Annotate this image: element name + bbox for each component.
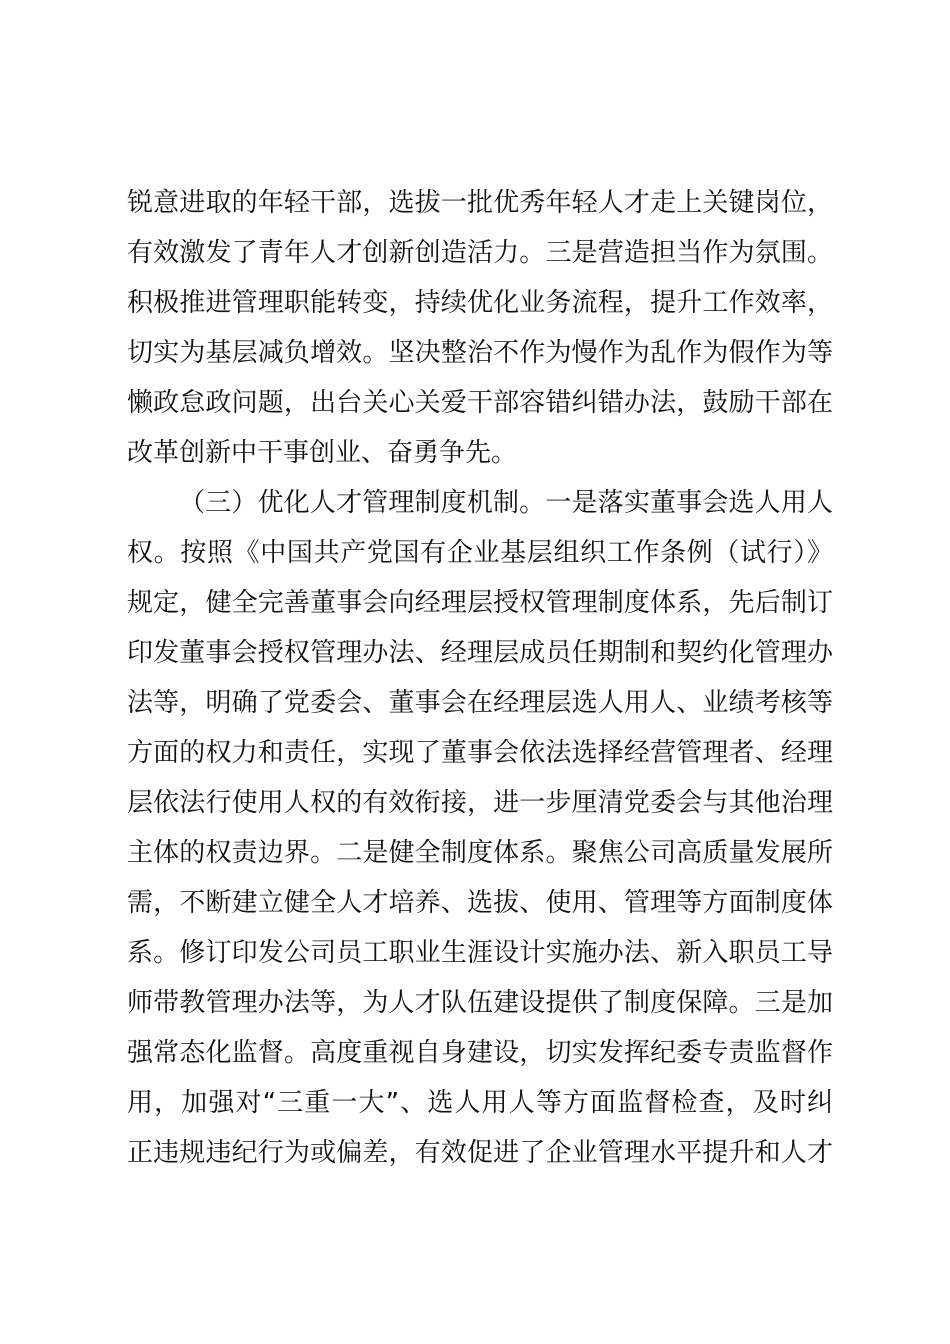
text-line: 权。按照《中国共产党国有企业基层组织工作条例（试行）》: [127, 538, 833, 568]
section-heading-line: （三）优化人才管理制度机制。一是落实董事会选人用人: [179, 488, 833, 518]
text-line: 主体的权责边界。二是健全制度体系。聚焦公司高质量发展所: [127, 838, 833, 868]
text-line: 用，加强对“三重一大”、选人用人等方面监督检查，及时纠: [127, 1088, 833, 1118]
text-line: 改革创新中干事创业、奋勇争先。: [127, 438, 518, 468]
text-line: 切实为基层减负增效。坚决整治不作为慢作为乱作为假作为等: [127, 338, 833, 368]
text-line: 方面的权力和责任，实现了董事会依法选择经营管理者、经理: [127, 738, 833, 768]
text-line: 需，不断建立健全人才培养、选拔、使用、管理等方面制度体: [127, 888, 833, 918]
text-line: 师带教管理办法等，为人才队伍建设提供了制度保障。三是加: [127, 988, 833, 1018]
text-line: 强常态化监督。高度重视自身建设，切实发挥纪委专责监督作: [127, 1038, 833, 1068]
text-line: 规定，健全完善董事会向经理层授权管理制度体系，先后制订: [127, 588, 833, 618]
text-line: 懒政怠政问题，出台关心关爱干部容错纠错办法，鼓励干部在: [127, 388, 833, 418]
text-line: 法等，明确了党委会、董事会在经理层选人用人、业绩考核等: [127, 688, 833, 718]
text-line: 有效激发了青年人才创新创造活力。三是营造担当作为氛围。: [127, 238, 833, 268]
body-text: [127, 178, 833, 1178]
text-line: 层依法行使用人权的有效衔接，进一步厘清党委会与其他治理: [127, 788, 833, 818]
text-line: 系。修订印发公司员工职业生涯设计实施办法、新入职员工导: [127, 938, 833, 968]
text-line: 锐意进取的年轻干部，选拔一批优秀年轻人才走上关键岗位，: [127, 188, 833, 218]
text-line: 正违规违纪行为或偏差，有效促进了企业管理水平提升和人才: [127, 1138, 833, 1168]
text-line: 印发董事会授权管理办法、经理层成员任期制和契约化管理办: [127, 638, 833, 668]
text-line: 积极推进管理职能转变，持续优化业务流程，提升工作效率，: [127, 288, 833, 318]
